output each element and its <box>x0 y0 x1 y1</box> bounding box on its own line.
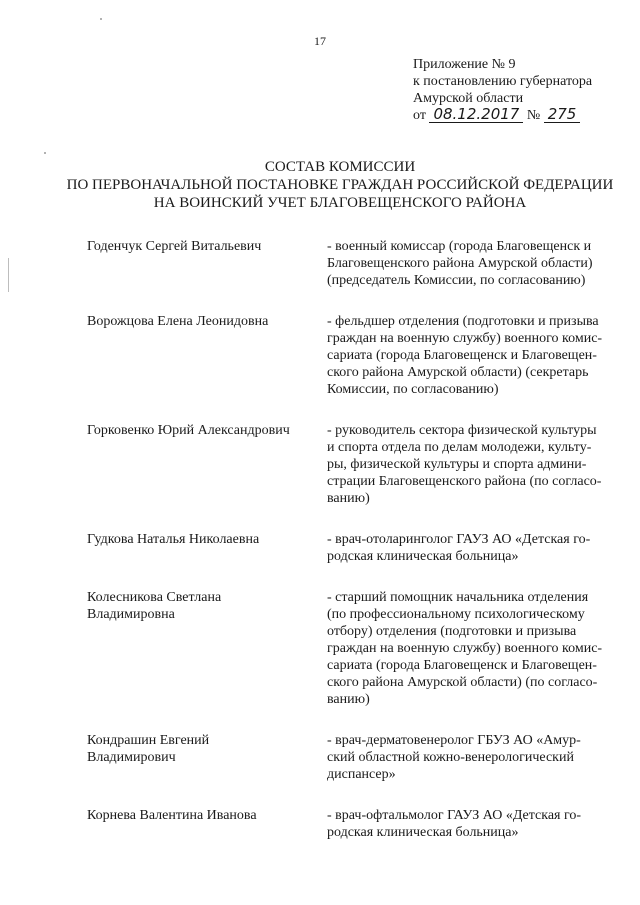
member-name <box>87 807 327 841</box>
appendix-line-3: Амурской области <box>413 91 524 106</box>
member-name <box>87 313 327 398</box>
member-role-line: ского района Амурской области) (по согласо- <box>327 675 598 690</box>
member-role-line: сариата (города Благовещенск и Благовещен- <box>327 348 597 363</box>
member-role-line: диспансер» <box>327 767 396 782</box>
handwritten-date: 08.12.2017 <box>429 107 523 123</box>
member-name <box>87 531 327 565</box>
member-name-line: Горковенко Юрий Александрович <box>87 423 290 438</box>
scan-speck <box>44 152 46 154</box>
handwritten-number: 275 <box>544 107 581 123</box>
margin-mark <box>8 258 9 292</box>
member-role-line: (председатель Комиссии, по согласованию) <box>327 273 586 288</box>
member-row <box>87 531 612 565</box>
member-name-line: Колесникова Светлана <box>87 590 222 605</box>
member-role-line: - врач-отоларинголог ГАУЗ АО «Детская го- <box>327 532 591 547</box>
appendix-block <box>413 56 592 124</box>
member-row <box>87 732 612 783</box>
member-name <box>87 589 327 708</box>
member-role-line: ванию) <box>327 692 370 707</box>
member-role-line: ского района Амурской области) (секретарь <box>327 365 589 380</box>
member-role-line: (по профессиональному психологическому <box>327 607 585 622</box>
member-role <box>327 238 612 289</box>
member-name-line: Кондрашин Евгений <box>87 733 210 748</box>
member-role <box>327 807 612 841</box>
member-name-line: Владимировна <box>87 607 175 622</box>
date-prefix: от <box>413 108 426 123</box>
member-role-line: - врач-дерматовенеролог ГБУЗ АО «Амур- <box>327 733 581 748</box>
member-role-line: граждан на военную службу) военного комис- <box>327 331 603 346</box>
document-title <box>60 158 620 212</box>
appendix-date-line <box>413 107 592 124</box>
member-row <box>87 238 612 289</box>
member-role-line: страции Благовещенского района (по согласо- <box>327 474 602 489</box>
member-role-line: родская клиническая больница» <box>327 549 519 564</box>
member-name-line: Ворожцова Елена Леонидовна <box>87 314 269 329</box>
member-role <box>327 732 612 783</box>
member-role-line: ры, физической культуры и спорта админи- <box>327 457 587 472</box>
member-name <box>87 732 327 783</box>
member-name <box>87 422 327 507</box>
appendix-line-1: Приложение № 9 <box>413 57 516 72</box>
member-role-line: и спорта отдела по делам молодежи, культу- <box>327 440 592 455</box>
member-role-line: родская клиническая больница» <box>327 825 519 840</box>
member-role <box>327 422 612 507</box>
member-role-line: - фельдшер отделения (подготовки и призыва <box>327 314 599 329</box>
title-line-2: ПО ПЕРВОНАЧАЛЬНОЙ ПОСТАНОВКЕ ГРАЖДАН РОССИЙСКОЙ ФЕДЕРАЦИИ <box>66 177 614 193</box>
scan-speck <box>100 18 102 20</box>
appendix-line-2: к постановлению губернатора <box>413 74 593 89</box>
member-role <box>327 313 612 398</box>
member-row <box>87 589 612 708</box>
member-role-line: ский областной кожно-венерологический <box>327 750 574 765</box>
member-role-line: сариата (города Благовещенск и Благовещен- <box>327 658 597 673</box>
member-role <box>327 589 612 708</box>
member-row <box>87 313 612 398</box>
number-prefix: № <box>526 108 541 123</box>
member-row <box>87 422 612 507</box>
member-name-line: Корнева Валентина Иванова <box>87 808 257 823</box>
page-number: 17 <box>314 34 326 48</box>
title-line-3: НА ВОИНСКИЙ УЧЕТ БЛАГОВЕЩЕНСКОГО РАЙОНА <box>153 195 527 211</box>
member-role-line: граждан на военную службу) военного комис- <box>327 641 603 656</box>
member-role-line: - старший помощник начальника отделения <box>327 590 589 605</box>
member-row <box>87 807 612 841</box>
member-role-line: Комиссии, по согласованию) <box>327 382 499 397</box>
member-role-line: Благовещенского района Амурской области) <box>327 256 593 271</box>
member-role-line: - военный комиссар (города Благовещенск и <box>327 239 592 254</box>
member-role <box>327 531 612 565</box>
member-name-line: Гудкова Наталья Николаевна <box>87 532 260 547</box>
member-name-line: Владимирович <box>87 750 176 765</box>
member-role-line: - врач-офтальмолог ГАУЗ АО «Детская го- <box>327 808 582 823</box>
member-name <box>87 238 327 289</box>
commission-member-list <box>87 238 612 841</box>
member-name-line: Годенчук Сергей Витальевич <box>87 239 262 254</box>
member-role-line: ванию) <box>327 491 370 506</box>
member-role-line: - руководитель сектора физической культуры <box>327 423 597 438</box>
member-role-line: отбору) отделения (подготовки и призыва <box>327 624 577 639</box>
title-line-1: СОСТАВ КОМИССИИ <box>264 159 416 175</box>
